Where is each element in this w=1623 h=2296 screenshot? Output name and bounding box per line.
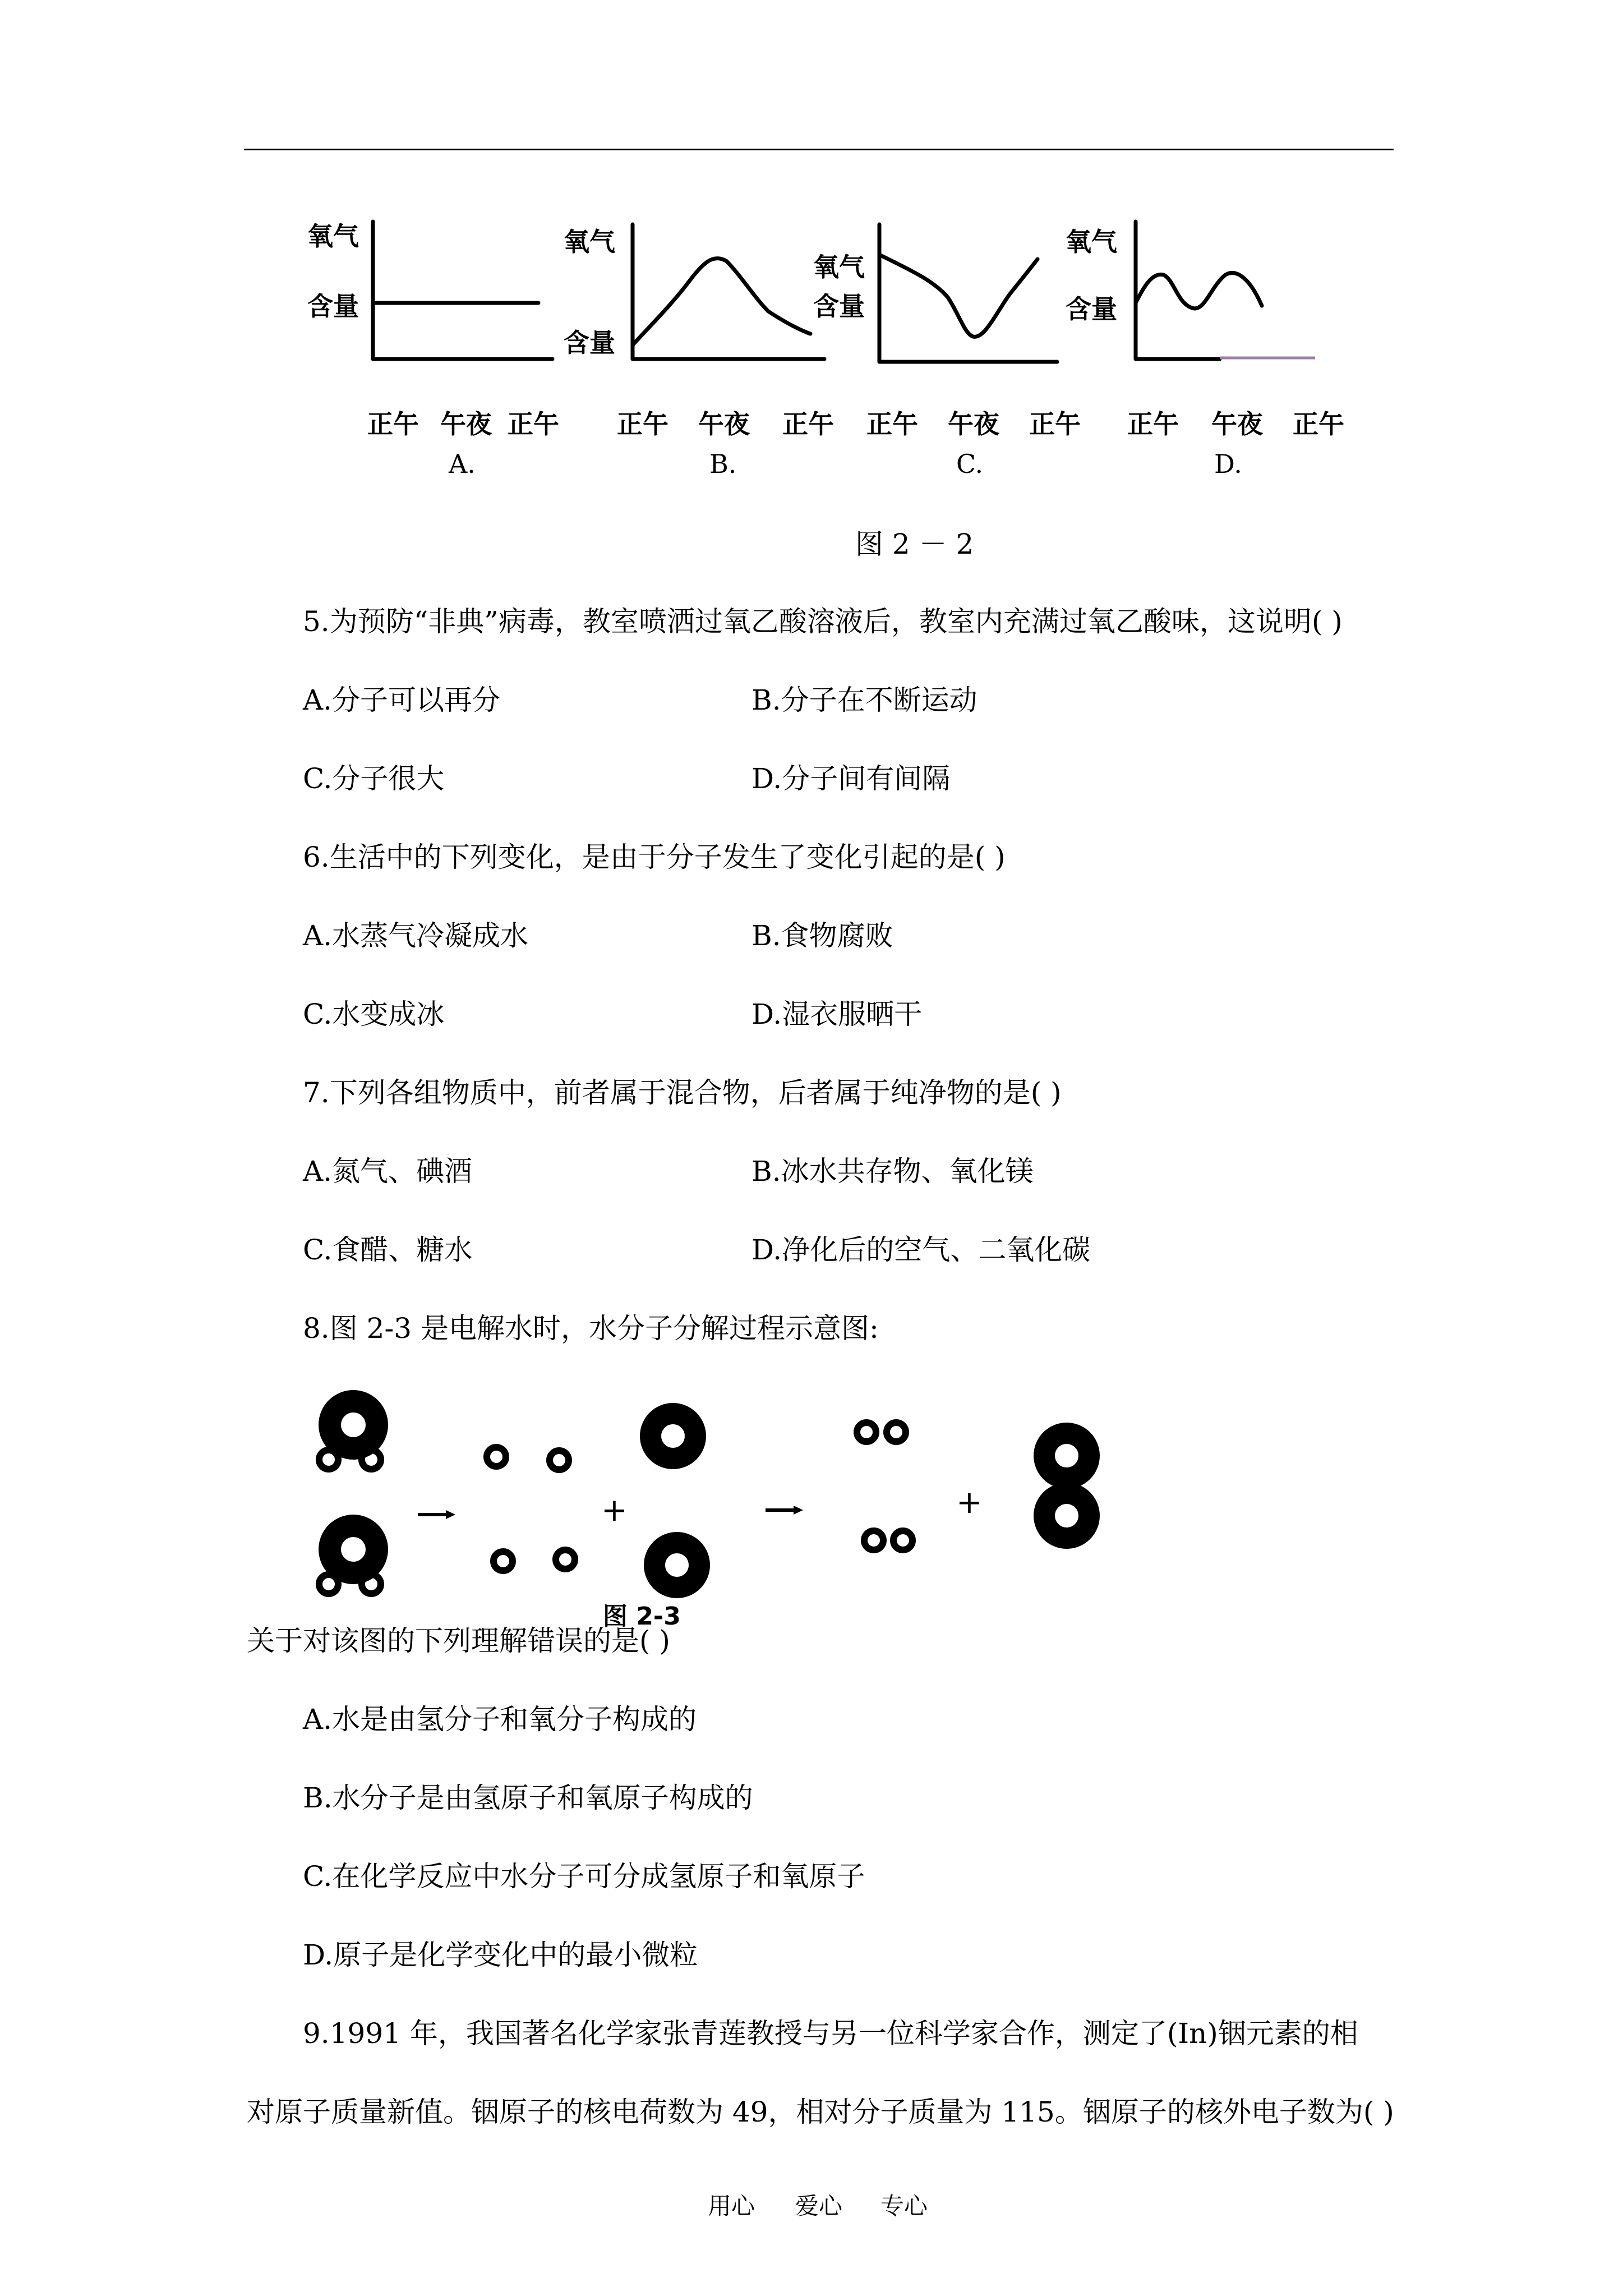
- q6-option-d: D.湿衣服晒干: [751, 998, 923, 1030]
- plus-sign-2: +: [956, 1484, 983, 1521]
- graph-a-ylabel-2: 含量: [307, 291, 359, 321]
- graph-b-ylabel-2: 含量: [564, 328, 615, 358]
- graph-d-xtick-2: 午夜: [1211, 409, 1263, 439]
- figure-2-2: [0, 0, 1623, 561]
- q6-option-c: C.水变成冰: [303, 998, 445, 1030]
- graph-c-ylabel-1: 氧气: [813, 252, 865, 282]
- footer-item-1: 用心: [708, 2192, 755, 2220]
- graph-d-xtick-1: 正午: [1127, 409, 1179, 439]
- oxygen-molecule: [1044, 1433, 1089, 1538]
- oxygen-atom: [651, 1414, 695, 1458]
- graph-b-xtick-1: 正午: [617, 409, 668, 439]
- q7-option-b: B.冰水共存物、氧化镁: [751, 1155, 1034, 1188]
- q8-option-b: B.水分子是由氢原子和氧原子构成的: [303, 1782, 753, 1814]
- hydrogen-atom: [550, 1451, 569, 1470]
- graph-b-xtick-3: 正午: [782, 409, 834, 439]
- graph-a-ylabel-1: 氧气: [307, 221, 359, 251]
- graph-b-curve: [633, 259, 810, 345]
- graph-c-ylabel-2: 含量: [813, 291, 865, 321]
- plus-sign-1: +: [601, 1492, 628, 1529]
- graph-a-xtick-3: 正午: [508, 409, 559, 439]
- graph-d-xtick-3: 正午: [1293, 409, 1344, 439]
- graph-d-label: D.: [1214, 449, 1242, 479]
- graph-c-curve: [880, 255, 1038, 337]
- graph-b-xtick-2: 午夜: [698, 409, 750, 439]
- hydrogen-atom: [487, 1447, 506, 1466]
- q7-option-c: C.食醋、糖水: [303, 1234, 473, 1266]
- q8-option-d: D.原子是化学变化中的最小微粒: [303, 1939, 698, 1971]
- q8-option-a: A.水是由氢分子和氧分子构成的: [303, 1703, 697, 1736]
- q7-option-d: D.净化后的空气、二氧化碳: [751, 1234, 1091, 1266]
- graph-d-ylabel-1: 氧气: [1066, 227, 1117, 257]
- q7-stem: 7.下列各组物质中，前者属于混合物，后者属于纯净物的是( ): [303, 1076, 1062, 1109]
- q5-stem: 5.为预防“非典”病毒，教室喷洒过氧乙酸溶液后，教室内充满过氧乙酸味，这说明( ): [303, 605, 1343, 638]
- hydrogen-molecule-2: [864, 1531, 912, 1550]
- hydrogen-atom: [494, 1552, 513, 1571]
- q8-stem: 8.图 2-3 是电解水时，水分子分解过程示意图:: [303, 1312, 879, 1345]
- q6-stem: 6.生活中的下列变化，是由于分子发生了变化引起的是( ): [303, 841, 1006, 873]
- graph-b-label: B.: [709, 449, 737, 479]
- figure-2-2-caption: 图 2 － 2: [855, 528, 974, 560]
- q5-option-d: D.分子间有间隔: [751, 762, 951, 795]
- graph-a-xtick-1: 正午: [367, 409, 419, 439]
- graph-c-xtick-2: 午夜: [948, 409, 999, 439]
- q8-option-c: C.在化学反应中水分子可分成氢原子和氧原子: [303, 1860, 865, 1893]
- graph-c-label: C.: [956, 449, 984, 479]
- graph-c-xtick-3: 正午: [1029, 409, 1081, 439]
- graph-d-curve: [1136, 273, 1262, 309]
- oxygen-atom: [654, 1543, 699, 1588]
- q9-stem-line-1: 9.1991 年，我国著名化学家张青莲教授与另一位科学家合作，测定了(In)铟元素的相: [303, 2017, 1358, 2050]
- q9-stem-line-2: 对原子质量新值。铟原子的核电荷数为 49，相对分子质量为 115。铟原子的核外电子数为( ): [247, 2096, 1394, 2128]
- footer-item-2: 爱心: [795, 2192, 843, 2220]
- q7-option-a: A.氮气、碘酒: [303, 1155, 473, 1188]
- q5-option-a: A.分子可以再分: [303, 684, 501, 716]
- graph-c-axes: [879, 224, 1057, 362]
- q5-option-c: C.分子很大: [303, 762, 445, 795]
- hydrogen-atom: [556, 1550, 575, 1569]
- footer-item-3: 专心: [880, 2192, 928, 2220]
- q6-option-b: B.食物腐败: [751, 919, 893, 952]
- q5-option-b: B.分子在不断运动: [751, 684, 978, 716]
- water-molecule-1: [319, 1401, 381, 1469]
- graph-b-ylabel-1: 氧气: [564, 227, 615, 257]
- water-molecule-2: [319, 1526, 381, 1594]
- graph-a-axes: [373, 222, 552, 359]
- graph-d-ylabel-2: 含量: [1066, 294, 1117, 324]
- hydrogen-molecule-1: [857, 1423, 906, 1442]
- q6-option-a: A.水蒸气冷凝成水: [303, 919, 529, 952]
- figure-2-3-caption: 图 2-3: [603, 1602, 681, 1631]
- graph-c-xtick-1: 正午: [866, 409, 918, 439]
- graph-a-xtick-2: 午夜: [440, 409, 492, 439]
- graph-a-label: A.: [449, 449, 476, 479]
- graph-b-axes: [633, 224, 824, 359]
- q8-followup: 关于对该图的下列理解错误的是( ): [247, 1625, 670, 1657]
